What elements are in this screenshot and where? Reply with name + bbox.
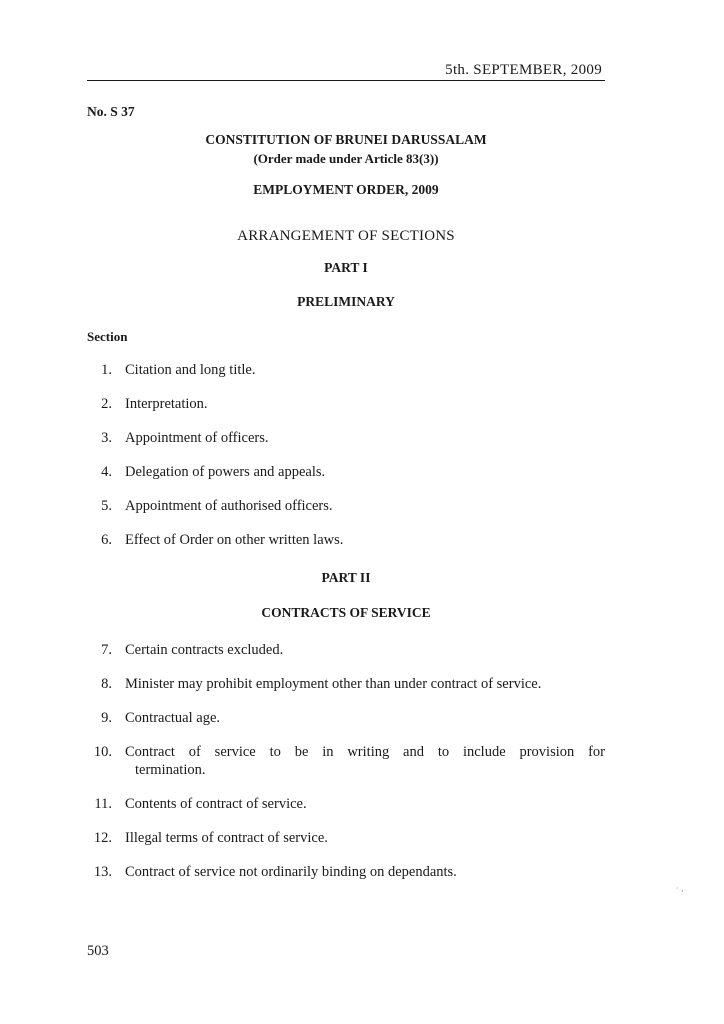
section-title: Appointment of authorised officers. (125, 498, 333, 514)
section-title: Certain contracts excluded. (125, 642, 284, 658)
section-title-line-1: Contract of service to be in writing and to include provision for (125, 744, 605, 760)
section-number: 11. (94, 796, 112, 812)
part-1-heading: PRELIMINARY (297, 294, 395, 309)
scan-speck: · , (676, 884, 684, 893)
section-number: 9. (101, 710, 112, 726)
section-number: 8. (101, 676, 112, 692)
order-made-subtitle: (Order made under Article 83(3)) (253, 151, 439, 166)
section-title: Appointment of officers. (125, 430, 269, 446)
gazette-date: 5th. SEPTEMBER, 2009 (445, 62, 602, 78)
section-title: Citation and long title. (125, 362, 256, 378)
section-title: Minister may prohibit employment other than under contract of service. (125, 676, 542, 692)
section-title-line-2: termination. (135, 762, 206, 778)
section-title: Contract of service not ordinarily binding on dependants. (125, 864, 457, 880)
section-number: 4. (101, 464, 112, 480)
section-number: 12. (93, 830, 112, 846)
section-number: 1. (101, 362, 112, 378)
section-number: 5. (101, 498, 112, 514)
section-number: 3. (101, 430, 112, 446)
part-2-heading: CONTRACTS OF SERVICE (261, 605, 431, 620)
section-title: Delegation of powers and appeals. (125, 464, 326, 480)
section-column-label: Section (87, 329, 128, 344)
page-number: 503 (87, 943, 109, 959)
order-title: EMPLOYMENT ORDER, 2009 (253, 182, 439, 197)
section-title: Illegal terms of contract of service. (125, 830, 328, 846)
section-title: Contractual age. (125, 710, 221, 726)
section-title (125, 743, 605, 779)
part-2-label: PART II (321, 570, 371, 585)
section-number: 13. (93, 864, 112, 880)
section-number: 2. (101, 396, 112, 412)
header-rule (87, 80, 605, 81)
section-title: Contents of contract of service. (125, 796, 307, 812)
constitution-title: CONSTITUTION OF BRUNEI DARUSSALAM (205, 132, 487, 147)
section-number: 7. (101, 642, 112, 658)
gazette-number: No. S 37 (87, 104, 135, 119)
section-title: Effect of Order on other written laws. (125, 532, 344, 548)
section-number: 10. (93, 744, 112, 760)
section-number: 6. (101, 532, 112, 548)
part-1-label: PART I (324, 260, 368, 275)
arrangement-heading: ARRANGEMENT OF SECTIONS (237, 228, 455, 244)
section-title: Interpretation. (125, 396, 208, 412)
